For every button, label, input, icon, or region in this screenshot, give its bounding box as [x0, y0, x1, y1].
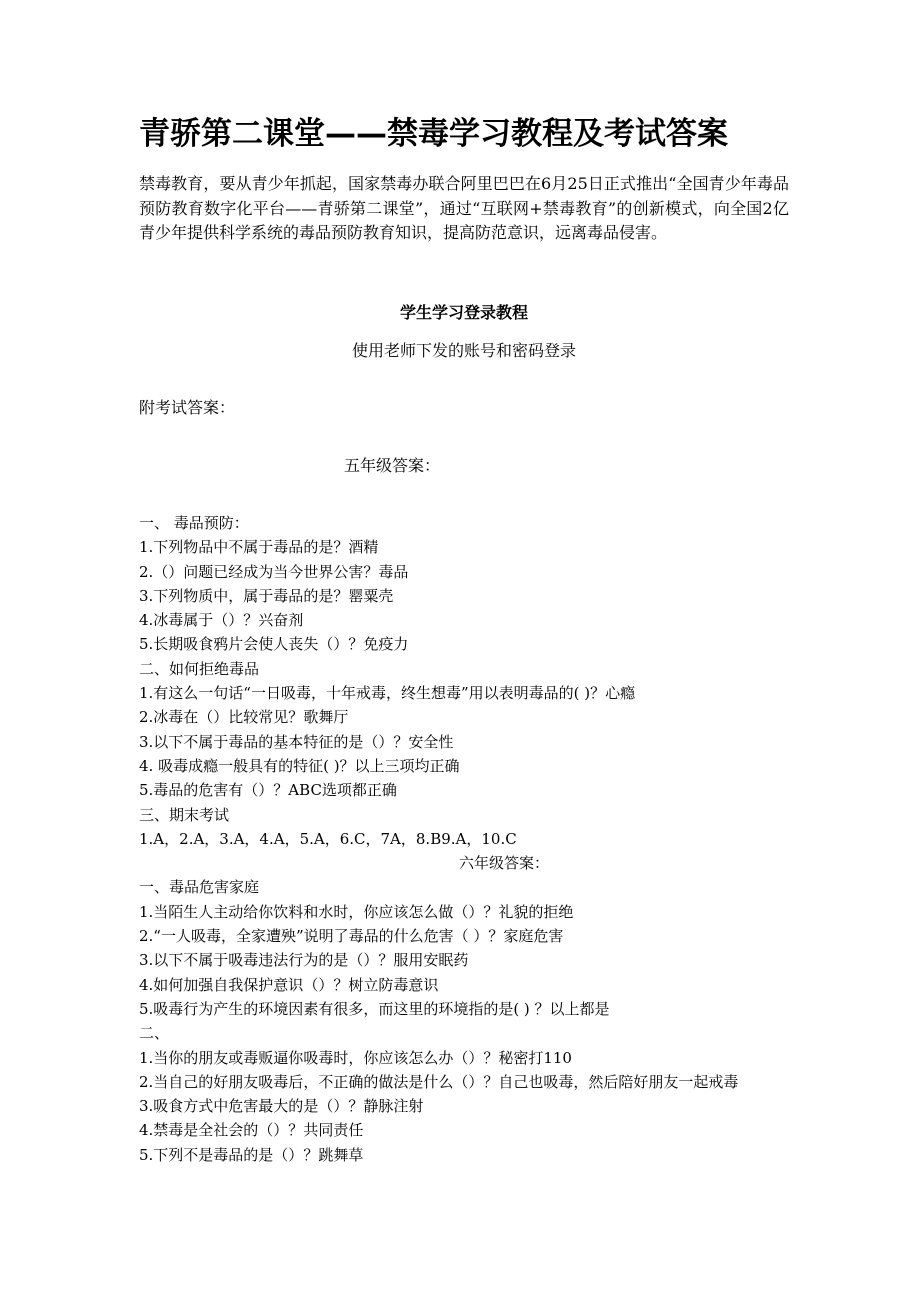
grade6-section2-title: 二、: [139, 1024, 170, 1043]
list-item: 4.冰毒属于（）？兴奋剂: [139, 611, 304, 630]
grade5-title: 五年级答案：: [344, 456, 441, 475]
list-item: 5.下列不是毒品的是（）？跳舞草: [139, 1145, 364, 1164]
grade5-section3-title: 三、期末考试: [139, 805, 230, 824]
grade6-section1-title: 一、毒品危害家庭: [139, 878, 260, 897]
list-item: 3.以下不属于吸毒违法行为的是（）？服用安眠药: [139, 951, 469, 970]
list-item: 4.禁毒是全社会的（）？共同责任: [139, 1121, 364, 1140]
intro-paragraph: 禁毒教育，要从青少年抓起，国家禁毒办联合阿里巴巴在6月25日正式推出“全国青少年毒品预防教育数字化平台——青骄第二课堂”，通过“互联网+禁毒教育”的创新模式，向全国2亿青少年提供科学系统的毒品预防教育知识，提高防范意识，远离毒品侵害。: [139, 174, 789, 242]
grade5-answers: [139, 511, 789, 1167]
grade6-title: 六年级答案：: [458, 854, 549, 873]
grade5-section1-title: 一、 毒品预防：: [139, 514, 249, 532]
list-item: 3.以下不属于毒品的基本特征的是（）？安全性: [139, 732, 454, 751]
list-item: 1.当陌生人主动给你饮料和水时，你应该怎么做（）？礼貌的拒绝: [139, 902, 574, 921]
list-item: 5.吸毒行为产生的环境因素有很多，而这里的环境指的是( ) ？以上都是: [139, 999, 610, 1018]
list-item: 1.当你的朋友或毒贩逼你吸毒时，你应该怎么办（）？秘密打110: [139, 1048, 572, 1067]
list-item: 4.如何加强自我保护意识（）？树立防毒意识: [139, 975, 439, 994]
list-item: 2.“一人吸毒，全家遭殃”说明了毒品的什么危害（ ）？家庭危害: [139, 927, 564, 946]
list-item: 3.吸食方式中危害最大的是（）？静脉注射: [139, 1097, 424, 1116]
list-item: 2.（）问题已经成为当今世界公害？毒品: [139, 562, 409, 581]
list-item: 5.长期吸食鸦片会使人丧失（）？免疫力: [139, 635, 409, 654]
list-item: 2.冰毒在（）比较常见？歌舞厅: [139, 708, 349, 727]
list-item: 4. 吸毒成瘾一般具有的特征( )？以上三项均正确: [139, 756, 460, 775]
list-item: 5.毒品的危害有（）？ABC选项都正确: [139, 781, 397, 800]
grade5-section2-title: 二、如何拒绝毒品: [139, 659, 260, 678]
list-item: 1.A，2.A，3.A，4.A，5.A，6.C，7A，8.B9.A，10.C: [139, 829, 517, 848]
document-title: 青骄第二课堂——禁毒学习教程及考试答案: [139, 116, 728, 152]
list-item: 2.当自己的好朋友吸毒后，不正确的做法是什么（）？自己也吸毒，然后陪好朋友一起戒毒: [139, 1072, 739, 1091]
list-item: 1.有这么一句话“一日吸毒，十年戒毒，终生想毒”用以表明毒品的( )？心瘾: [139, 684, 636, 703]
list-item: 3.下列物质中，属于毒品的是？罂粟壳: [139, 586, 394, 605]
answers-intro: 附考试答案：: [139, 398, 236, 417]
login-instruction: 使用老师下发的账号和密码登录: [351, 341, 576, 360]
list-item: 1.下列物品中不属于毒品的是？酒精: [139, 538, 379, 557]
login-heading: 学生学习登录教程: [399, 303, 528, 322]
